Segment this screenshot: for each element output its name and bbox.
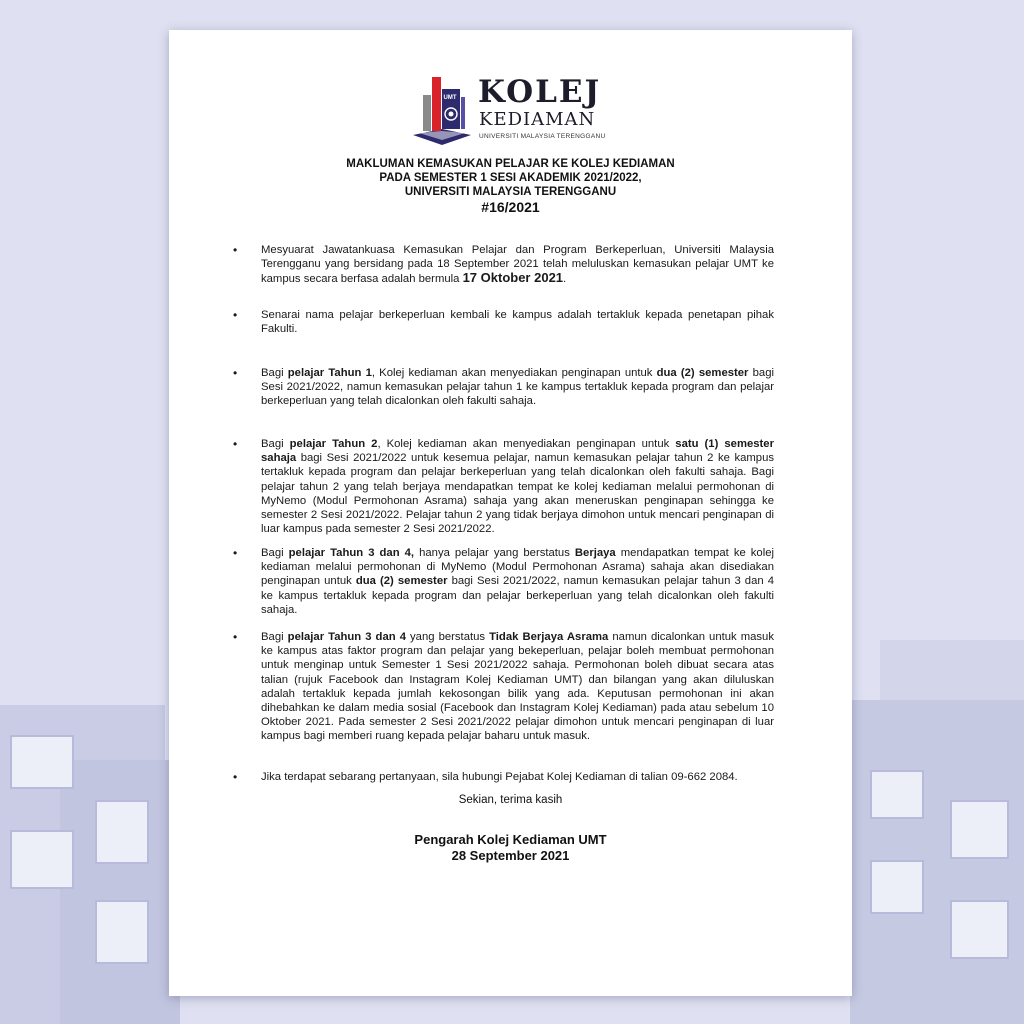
bullet-text: , Kolej kediaman akan menyediakan penginapan untuk [371, 367, 657, 379]
bullet-text: namun dicalonkan untuk masuk ke kampus atas faktor program dan pelajar yang bekeperluan, pelajar boleh membuat permohonan untuk menginap untuk Semester 1 Sesi 2021/2022 sahaja. Permohonan boleh dibuat secara atas talian (rujuk Facebook dan Instagram Kolej Kediaman UMT) dan bilangan yang akan diluluskan adalah tertakluk kepada jumlah kekosongan bilik yang ada. Keputusan permohonan ini akan dihebahkan ke dalam media sosial (Facebook dan Instagram Kolej Kediaman) pada atau sebelum 10 Oktober 2021. Pada semester 2 Sesi 2021/2022 pelajar dimohon untuk mencari penginapan di luar kampus bagi memberi ruang kepada pelajar baharu untuk masuk. [261, 631, 774, 743]
closing-thanks: Sekian, terima kasih [458, 794, 563, 806]
bullet-item-1 [233, 243, 774, 287]
logo-word-kediaman: KEDIAMAN [479, 109, 596, 130]
bullet-text: Jika terdapat sebarang pertanyaan, sila hubungi Pejabat Kolej Kediaman di talian 09-662 2084. [261, 771, 738, 783]
bullet-bold-date: 17 Oktober 2021 [462, 270, 564, 286]
window [870, 860, 924, 914]
heading-line-2: PADA SEMESTER 1 SESI AKADEMIK 2021/2022, [379, 172, 642, 184]
bullet-text: yang berstatus [405, 631, 490, 643]
bullet-dot-icon: • [233, 366, 238, 380]
bullet-text: Bagi [261, 547, 289, 559]
bullet-dot-icon: • [233, 770, 238, 784]
bullet-bold: pelajar Tahun 3 dan 4, [288, 547, 415, 559]
bullet-bold: satu (1) semester sahaja [261, 438, 774, 465]
building-right-roof [880, 640, 1024, 700]
bullet-text: . [563, 273, 567, 286]
window [950, 900, 1009, 959]
logo-gray-bar [423, 95, 431, 131]
bullet-item-3 [233, 366, 774, 409]
bullet-dot-icon: • [233, 308, 238, 322]
bullet-dot-icon: • [233, 243, 238, 257]
bullet-text: Senarai nama pelajar berkeperluan kembali ke kampus adalah tertakluk kepada penetapan pihak Fakulti. [261, 309, 774, 336]
bullet-dot-icon: • [233, 546, 238, 560]
bullet-item-5 [233, 546, 775, 617]
bullet-text: mendapatkan tempat ke kolej kediaman melalui permohonan di MyNemo (Modul Permohonan Asrama) sahaja akan disediakan penginapan untuk [261, 547, 775, 588]
window [95, 900, 149, 964]
bullet-item-2 [233, 308, 774, 336]
bullet-item-7 [233, 770, 774, 784]
window [10, 735, 74, 789]
bullet-bold: Tidak Berjaya Asrama [489, 631, 609, 643]
bullet-bold: dua (2) semester [656, 367, 749, 379]
bullet-dot-icon: • [233, 630, 238, 644]
kolej-kediaman-logo [409, 73, 609, 148]
bullet-item-6 [233, 630, 774, 744]
notice-number: #16/2021 [481, 199, 540, 215]
notice-document [169, 30, 852, 996]
logo-badge-text: UMT [443, 95, 457, 101]
bullet-text: Bagi [261, 367, 288, 379]
bullet-bold: pelajar Tahun 1 [287, 367, 372, 379]
bullet-dot-icon: • [233, 437, 238, 451]
bullet-bold: pelajar Tahun 2 [289, 438, 378, 450]
bullet-text: bagi Sesi 2021/2022, namun kemasukan pelajar tahun 3 dan 4 ke kampus tertakluk kepada program dan pelajar berkeperluan yang telah dicalonkan oleh fakulti sahaja. [261, 575, 774, 616]
bullet-text: hanya pelajar yang berstatus [414, 547, 575, 559]
signature-date: 28 September 2021 [451, 848, 570, 863]
window [950, 800, 1009, 859]
bullet-bold: dua (2) semester [355, 575, 448, 588]
bullet-text: Bagi [261, 631, 288, 643]
heading-line-1: MAKLUMAN KEMASUKAN PELAJAR KE KOLEJ KEDIAMAN [346, 158, 675, 170]
umt-building-logo-icon [409, 73, 475, 148]
notice-heading [169, 157, 852, 216]
window [870, 770, 924, 819]
window [95, 800, 149, 864]
bullet-bold: pelajar Tahun 3 dan 4 [287, 631, 406, 643]
bullet-text: Mesyuarat Jawatankuasa Kemasukan Pelajar dan Program Berkeperluan, Universiti Malaysia Terengganu yang bersidang pada 18 September 2021 telah meluluskan kemasukan pelajar UMT ke kampus secara berfasa adalah bermula [261, 244, 774, 286]
bullet-bold: Berjaya [574, 547, 616, 559]
heading-line-3: UNIVERSITI MALAYSIA TERENGGANU [404, 186, 617, 198]
logo-university-name: UNIVERSITI MALAYSIA TERENGGANU [479, 133, 606, 140]
logo-red-bar [432, 77, 441, 131]
window [10, 830, 74, 889]
logo-word-kolej: KOLEJ [478, 74, 602, 110]
bullet-text: bagi Sesi 2021/2022 untuk kesemua pelajar, namun kemasukan pelajar tahun 2 ke kampus tertakluk kepada program dan pelajar berkeperluan yang telah dicalonkan oleh fakulti sahaja. Bagi pelajar tahun 2 yang telah berjaya mendapatkan tempat ke kolej kediaman melalui permohonan di MyNemo (Modul Permohonan Asrama) sahaja yang akan meneruskan penginapan sehingga ke semester 2 Sesi 2021/2022. Pelajar tahun 2 yang tidak berjaya dimohon untuk mencari penginapan di luar kampus pada semester 2 Sesi 2021/2022. [261, 452, 774, 536]
signatory: Pengarah Kolej Kediaman UMT [414, 832, 607, 847]
bullet-text: bagi Sesi 2021/2022, namun kemasukan pelajar tahun 1 ke kampus tertakluk kepada program dan pelajar berkeperluan yang telah dicalonkan oleh fakulti sahaja. [261, 367, 774, 408]
bullet-text: Bagi [261, 438, 290, 450]
bullet-item-4 [233, 437, 774, 536]
bullet-text: , Kolej kediaman akan menyediakan penginapan untuk [377, 438, 676, 450]
